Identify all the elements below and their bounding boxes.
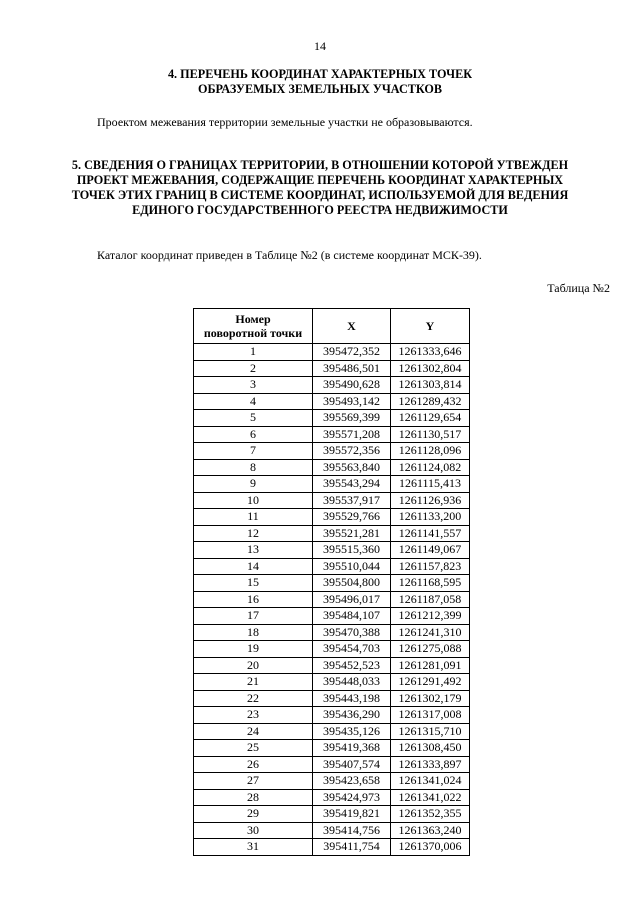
table-row [194, 426, 470, 443]
section-4-title-line: ОБРАЗУЕМЫХ ЗЕМЕЛЬНЫХ УЧАСТКОВ [197, 82, 443, 96]
cell-y: 1261291,492 [391, 674, 470, 691]
cell-point-number: 12 [194, 525, 313, 542]
section-5-title-line: ТОЧЕК ЭТИХ ГРАНИЦ В СИСТЕМЕ КООРДИНАТ, ИСПОЛЬЗУЕМОЙ ДЛЯ ВЕДЕНИЯ [71, 188, 569, 202]
cell-x: 395493,142 [313, 393, 391, 410]
cell-y: 1261128,096 [391, 443, 470, 460]
cell-point-number: 24 [194, 723, 313, 740]
section-4-title-line: 4. ПЕРЕЧЕНЬ КООРДИНАТ ХАРАКТЕРНЫХ ТОЧЕК [167, 67, 473, 81]
table-row [194, 344, 470, 361]
cell-y: 1261130,517 [391, 426, 470, 443]
cell-point-number: 2 [194, 360, 313, 377]
cell-x: 395529,766 [313, 509, 391, 526]
cell-y: 1261129,654 [391, 410, 470, 427]
cell-point-number: 4 [194, 393, 313, 410]
header-x: X [313, 309, 391, 344]
table-row [194, 740, 470, 757]
table-row [194, 575, 470, 592]
cell-y: 1261281,091 [391, 657, 470, 674]
cell-point-number: 17 [194, 608, 313, 625]
table-row [194, 459, 470, 476]
cell-point-number: 28 [194, 789, 313, 806]
cell-point-number: 22 [194, 690, 313, 707]
cell-y: 1261157,823 [391, 558, 470, 575]
table-row [194, 789, 470, 806]
cell-point-number: 26 [194, 756, 313, 773]
table-caption: Таблица №2 [547, 281, 610, 295]
cell-y: 1261341,024 [391, 773, 470, 790]
cell-x: 395452,523 [313, 657, 391, 674]
table-row [194, 377, 470, 394]
cell-y: 1261275,088 [391, 641, 470, 658]
cell-x: 395521,281 [313, 525, 391, 542]
section-5-title-line: ЕДИНОГО ГОСУДАРСТВЕННОГО РЕЕСТРА НЕДВИЖИМОСТИ [132, 203, 508, 217]
section-4-text: Проектом межевания территории земельные участки не образовываются. [97, 115, 473, 129]
section-5-title-line: 5. СВЕДЕНИЯ О ГРАНИЦАХ ТЕРРИТОРИИ, В ОТНОШЕНИИ КОТОРОЙ УТВЕЖДЕН [71, 158, 569, 172]
cell-y: 1261115,413 [391, 476, 470, 493]
cell-y: 1261133,200 [391, 509, 470, 526]
cell-x: 395515,360 [313, 542, 391, 559]
cell-point-number: 19 [194, 641, 313, 658]
page-number: 14 [314, 39, 326, 53]
cell-y: 1261341,022 [391, 789, 470, 806]
cell-point-number: 16 [194, 591, 313, 608]
cell-x: 395472,352 [313, 344, 391, 361]
header-point-number-line2: поворотной точки [203, 326, 303, 340]
cell-y: 1261149,067 [391, 542, 470, 559]
table-row [194, 509, 470, 526]
cell-point-number: 6 [194, 426, 313, 443]
table-row [194, 657, 470, 674]
table-body [194, 344, 470, 856]
cell-point-number: 27 [194, 773, 313, 790]
table-row [194, 641, 470, 658]
cell-point-number: 29 [194, 806, 313, 823]
cell-x: 395490,628 [313, 377, 391, 394]
cell-x: 395470,388 [313, 624, 391, 641]
cell-x: 395411,754 [313, 839, 391, 856]
cell-y: 1261126,936 [391, 492, 470, 509]
table-row [194, 393, 470, 410]
cell-point-number: 14 [194, 558, 313, 575]
table-row [194, 476, 470, 493]
table-row [194, 806, 470, 823]
cell-y: 1261317,008 [391, 707, 470, 724]
cell-y: 1261187,058 [391, 591, 470, 608]
table-header-row [194, 309, 470, 344]
section-5-title-line: ПРОЕКТ МЕЖЕВАНИЯ, СОДЕРЖАЩИЕ ПЕРЕЧЕНЬ КООРДИНАТ ХАРАКТЕРНЫХ [76, 173, 564, 187]
table-row [194, 723, 470, 740]
cell-point-number: 25 [194, 740, 313, 757]
cell-y: 1261352,355 [391, 806, 470, 823]
table-row [194, 558, 470, 575]
cell-y: 1261363,240 [391, 822, 470, 839]
cell-x: 395571,208 [313, 426, 391, 443]
cell-point-number: 30 [194, 822, 313, 839]
cell-y: 1261141,557 [391, 525, 470, 542]
table-row [194, 410, 470, 427]
cell-x: 395407,574 [313, 756, 391, 773]
coordinates-table [193, 308, 470, 856]
cell-x: 395454,703 [313, 641, 391, 658]
table-row [194, 542, 470, 559]
cell-y: 1261333,646 [391, 344, 470, 361]
table-row [194, 756, 470, 773]
cell-y: 1261315,710 [391, 723, 470, 740]
cell-y: 1261302,804 [391, 360, 470, 377]
table-row [194, 492, 470, 509]
cell-point-number: 18 [194, 624, 313, 641]
cell-x: 395423,658 [313, 773, 391, 790]
cell-point-number: 15 [194, 575, 313, 592]
cell-y: 1261302,179 [391, 690, 470, 707]
cell-point-number: 8 [194, 459, 313, 476]
cell-point-number: 1 [194, 344, 313, 361]
cell-y: 1261124,082 [391, 459, 470, 476]
cell-y: 1261212,399 [391, 608, 470, 625]
table-row [194, 608, 470, 625]
cell-point-number: 9 [194, 476, 313, 493]
cell-y: 1261308,450 [391, 740, 470, 757]
table-row [194, 443, 470, 460]
cell-x: 395510,044 [313, 558, 391, 575]
cell-x: 395537,917 [313, 492, 391, 509]
header-point-number [194, 309, 313, 344]
cell-x: 395414,756 [313, 822, 391, 839]
cell-x: 395419,368 [313, 740, 391, 757]
cell-x: 395484,107 [313, 608, 391, 625]
table-row [194, 360, 470, 377]
cell-point-number: 31 [194, 839, 313, 856]
cell-x: 395435,126 [313, 723, 391, 740]
cell-y: 1261241,310 [391, 624, 470, 641]
cell-x: 395496,017 [313, 591, 391, 608]
cell-x: 395563,840 [313, 459, 391, 476]
cell-x: 395419,821 [313, 806, 391, 823]
cell-x: 395443,198 [313, 690, 391, 707]
cell-x: 395448,033 [313, 674, 391, 691]
header-y: Y [391, 309, 470, 344]
cell-y: 1261168,595 [391, 575, 470, 592]
table-row [194, 690, 470, 707]
cell-x: 395436,290 [313, 707, 391, 724]
cell-point-number: 5 [194, 410, 313, 427]
cell-point-number: 11 [194, 509, 313, 526]
cell-y: 1261303,814 [391, 377, 470, 394]
cell-point-number: 23 [194, 707, 313, 724]
table-row [194, 839, 470, 856]
table-row [194, 525, 470, 542]
table-row [194, 674, 470, 691]
cell-x: 395504,800 [313, 575, 391, 592]
table-row [194, 624, 470, 641]
cell-y: 1261370,006 [391, 839, 470, 856]
cell-point-number: 13 [194, 542, 313, 559]
header-point-number-line1: Номер [235, 312, 271, 326]
section-4-title [0, 67, 640, 97]
cell-y: 1261289,432 [391, 393, 470, 410]
section-5-title [0, 158, 640, 218]
table-row [194, 707, 470, 724]
cell-x: 395486,501 [313, 360, 391, 377]
cell-y: 1261333,897 [391, 756, 470, 773]
section-5-text: Каталог координат приведен в Таблице №2 (в системе координат МСК-39). [97, 248, 482, 262]
table-row [194, 591, 470, 608]
cell-point-number: 20 [194, 657, 313, 674]
table-row [194, 822, 470, 839]
cell-x: 395569,399 [313, 410, 391, 427]
cell-x: 395572,356 [313, 443, 391, 460]
cell-point-number: 21 [194, 674, 313, 691]
cell-x: 395543,294 [313, 476, 391, 493]
cell-point-number: 7 [194, 443, 313, 460]
cell-point-number: 10 [194, 492, 313, 509]
table-row [194, 773, 470, 790]
cell-x: 395424,973 [313, 789, 391, 806]
cell-point-number: 3 [194, 377, 313, 394]
